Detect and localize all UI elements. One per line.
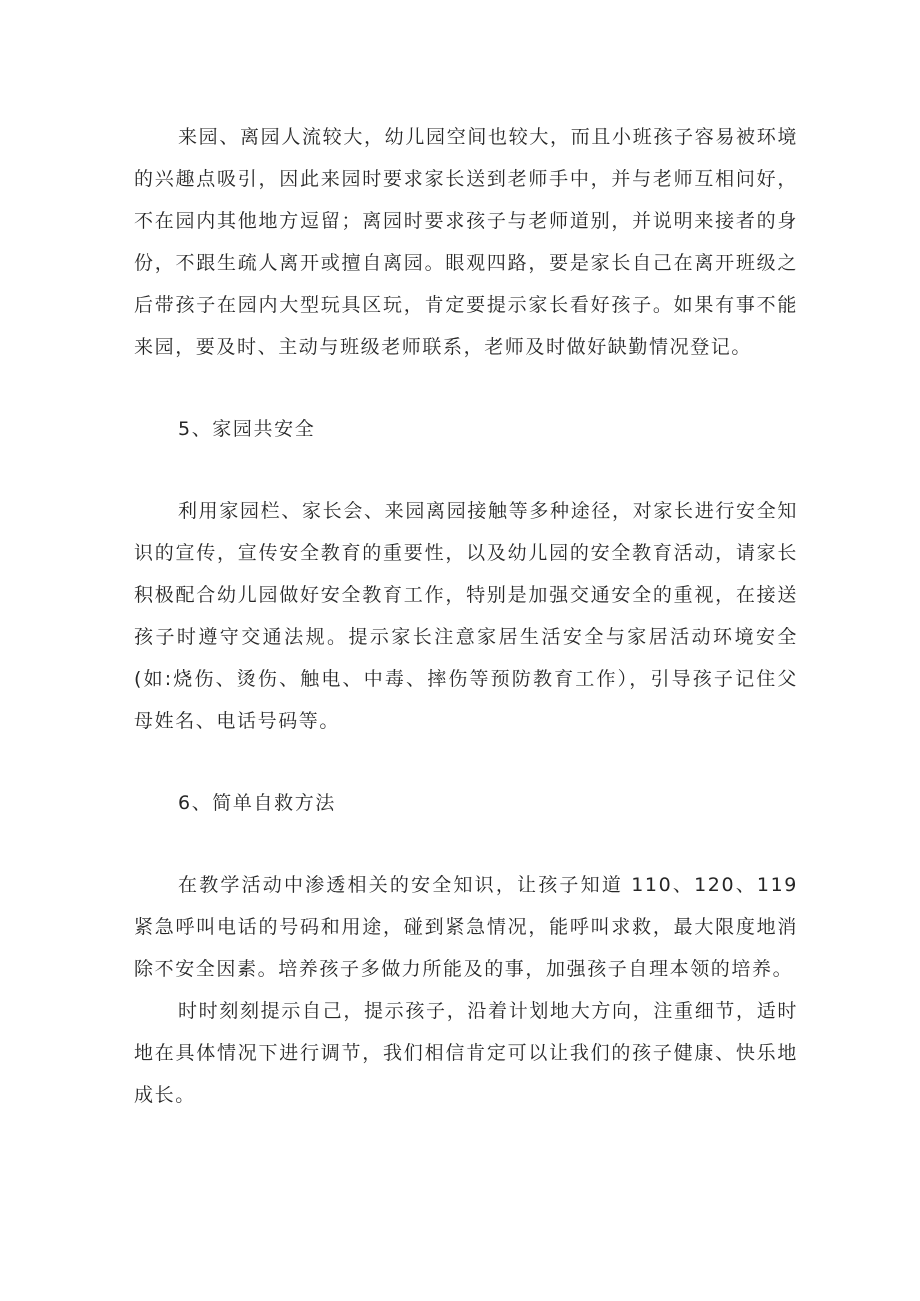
section-heading-5: 5、家园共安全 — [178, 418, 316, 440]
paragraph-self-rescue: 在教学活动中渗透相关的安全知识，让孩子知道 110、120、119 紧急呼叫电话的号码和用途，碰到紧急情况，能呼叫求救，最大限度地消除不安全因素。培养孩子多做力所能及的事，加强孩子自理本领的培养。 — [134, 874, 798, 980]
spacer — [134, 450, 798, 490]
paragraph-conclusion: 时时刻刻提示自己，提示孩子，沿着计划地大方向，注重细节，适时地在具体情况下进行调节，我们相信肯定可以让我们的孩子健康、快乐地成长。 — [134, 1000, 798, 1106]
document-body — [134, 116, 798, 1116]
spacer — [134, 742, 798, 782]
paragraph-home-school-safety: 利用家园栏、家长会、来园离园接触等多种途径，对家长进行安全知识的宣传，宣传安全教育的重要性，以及幼儿园的安全教育活动，请家长积极配合幼儿园做好安全教育工作，特别是加强交通安全的重视，在接送孩子时遵守交通法规。提示家长注意家居生活安全与家居活动环境安全(如:烧伤、烫伤、触电、中毒、摔伤等预防教育工作），引导孩子记住父母姓名、电话号码等。 — [134, 500, 798, 732]
spacer — [134, 368, 798, 408]
spacer — [134, 824, 798, 864]
section-heading-6: 6、简单自救方法 — [178, 792, 336, 814]
paragraph-arrival-departure: 来园、离园人流较大，幼儿园空间也较大，而且小班孩子容易被环境的兴趣点吸引，因此来园时要求家长送到老师手中，并与老师互相问好，不在园内其他地方逗留；离园时要求孩子与老师道别，并说明来接者的身份，不跟生疏人离开或擅自离园。眼观四路，要是家长自己在离开班级之后带孩子在园内大型玩具区玩，肯定要提示家长看好孩子。如果有事不能来园，要及时、主动与班级老师联系，老师及时做好缺勤情况登记。 — [134, 126, 798, 358]
